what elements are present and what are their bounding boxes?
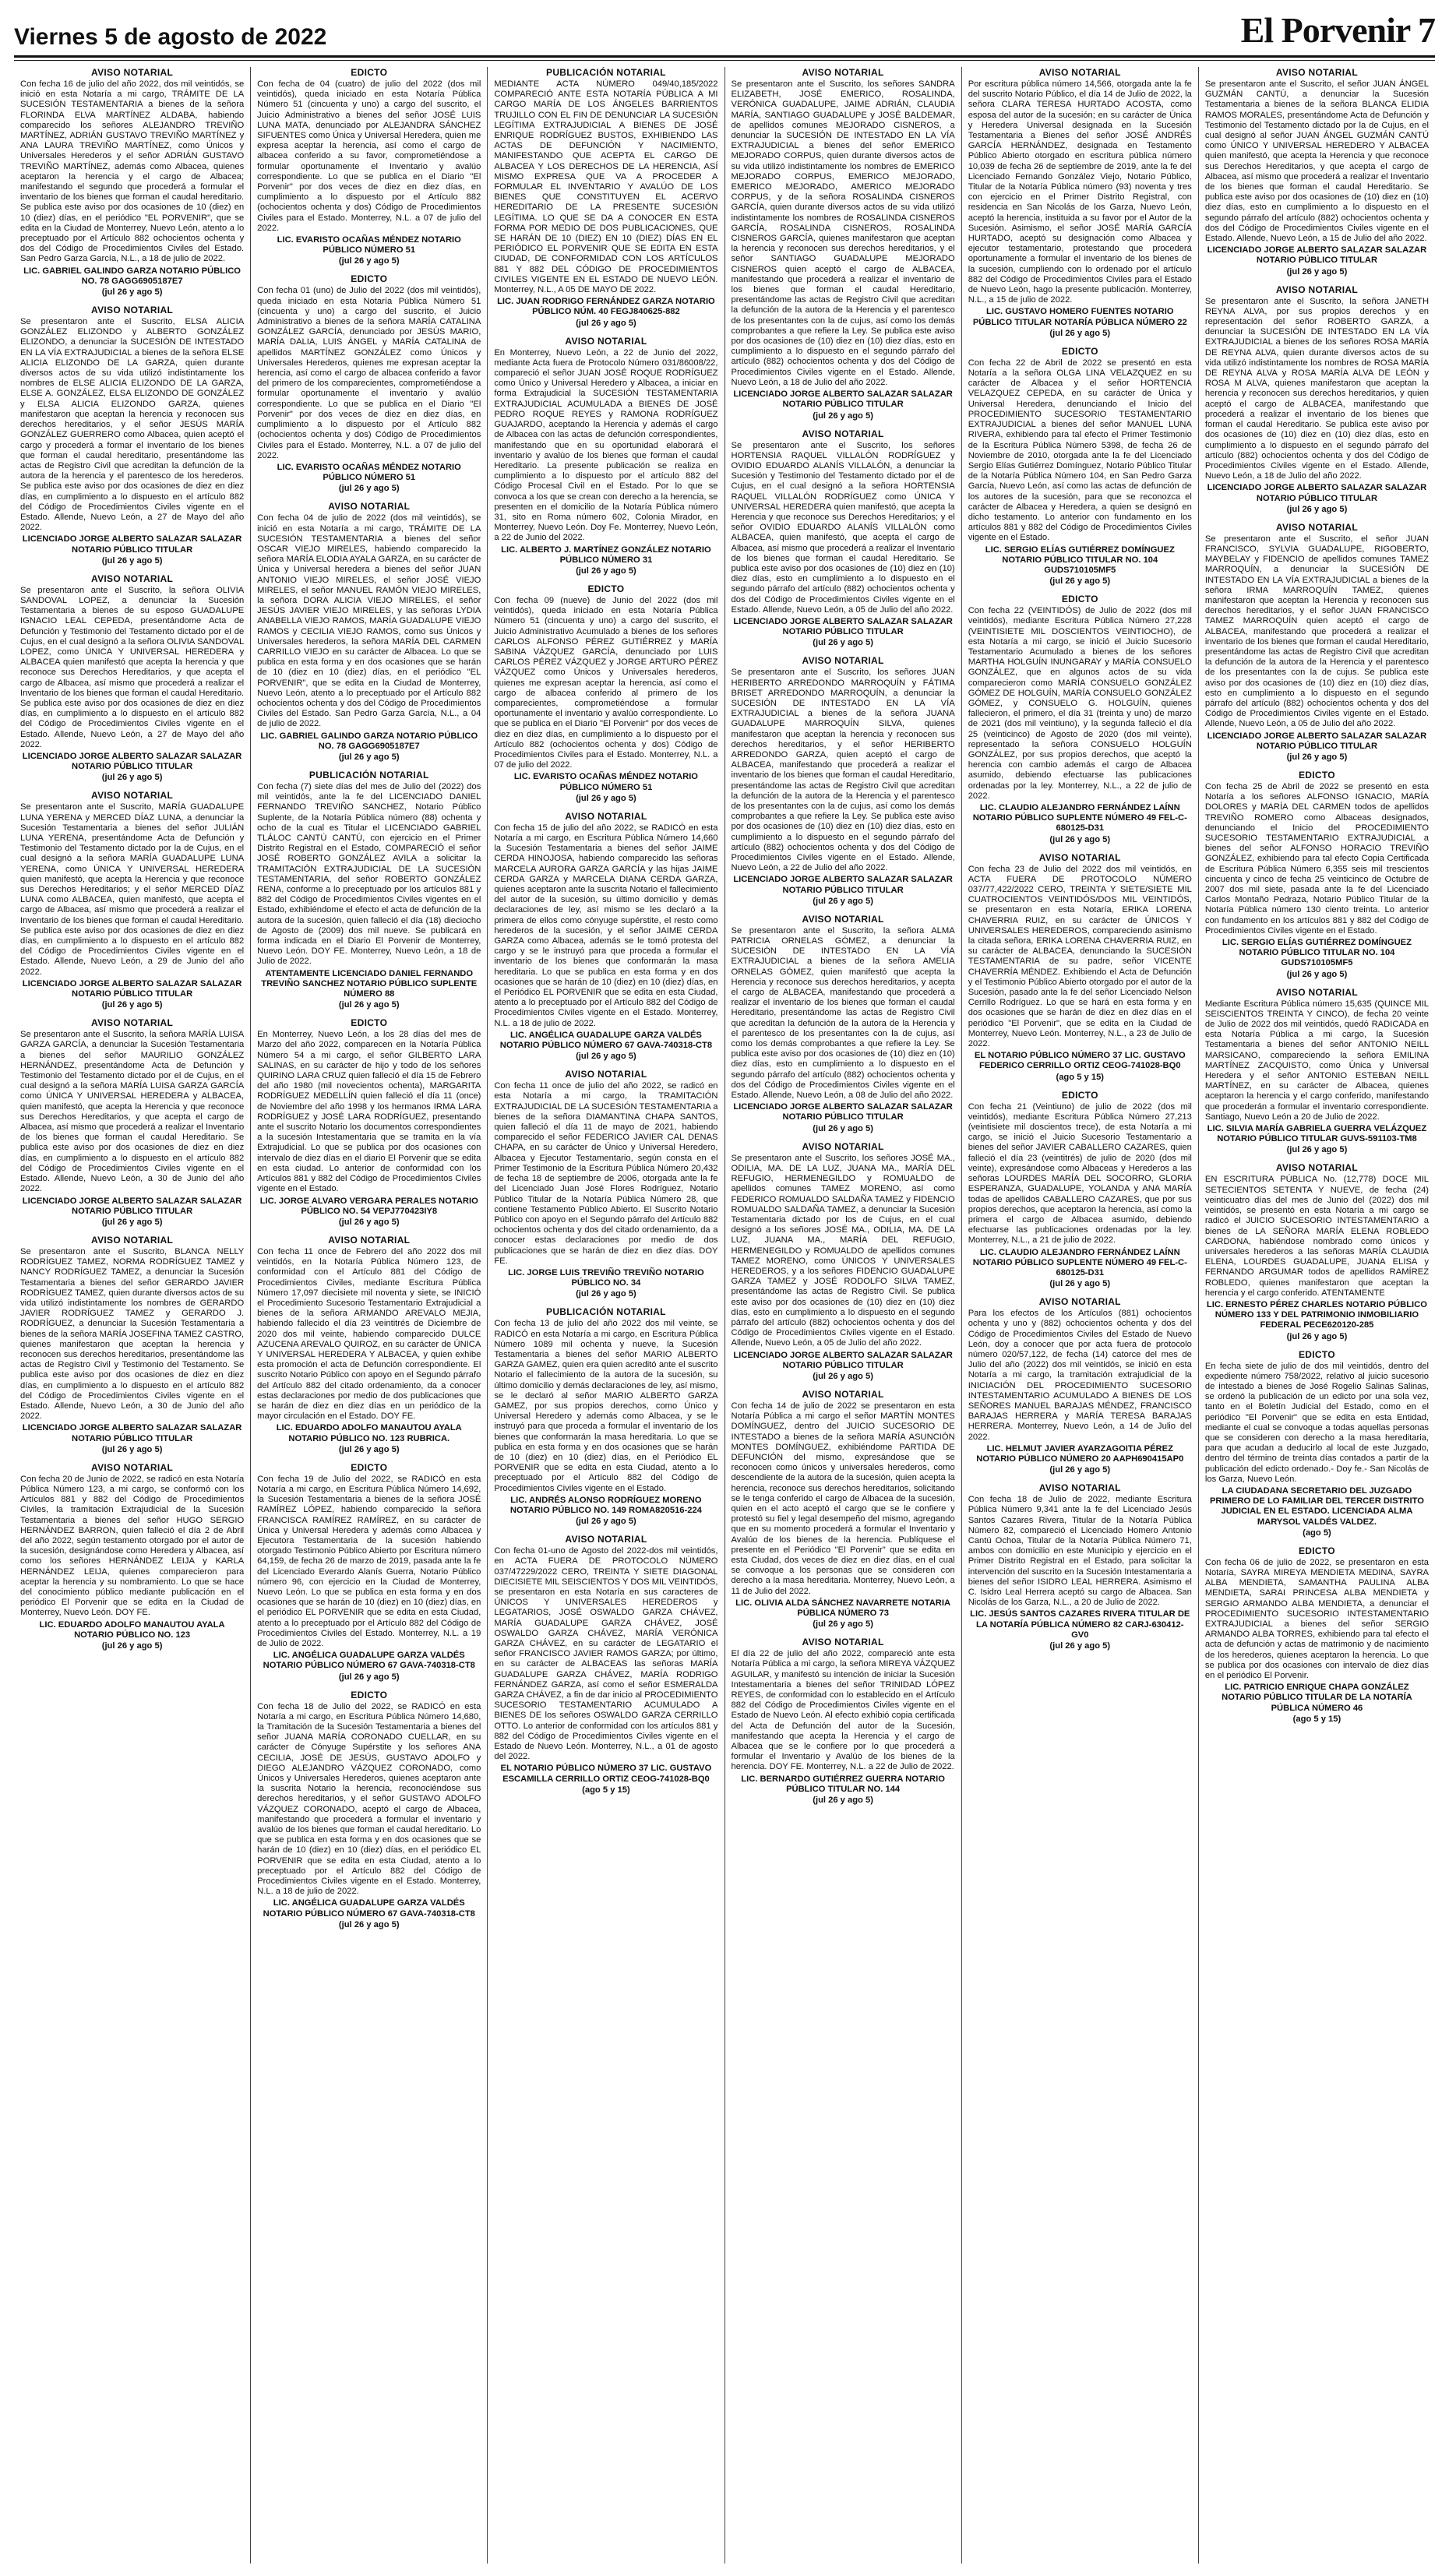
notice-publication-dates: (jul 26 y ago 5) bbox=[1286, 504, 1348, 514]
notice-publication-dates: (jul 26 y ago 5) bbox=[1049, 834, 1111, 844]
notice-body: Se presentaron ante el Suscrito, la señora OLIVIA SANDOVAL LOPEZ, a denunciar la Sucesión Testamentaria a bienes de su esposo GUADALUPE IGNACIO LEAL CEPEDA, presentándome Acta de Defunción y Testimonio del Testamento dictado por el de Cujus, en el cual designó a la señora OLIVIA SANDOVAL LOPEZ, como ÚNICA Y UNIVERSAL HEREDERA y ALBACEA quien manifestó que acepta la herencia y que reconoce sus Derechos Hereditarios, y que acepta el cargo de Albacea, así mismo que procederá a realizar el Inventario de los bienes que forman el caudal Hereditario. Se publica este aviso por dos ocasiones de diez en diez días, en cumplimiento a lo dispuesto en el artículo 882 del Código de Procedimientos Civiles vigente en el Estado. Allende, Nuevo León, a 27 de Mayo del año 2022. bbox=[20, 585, 245, 749]
notice-body: Se presentaron ante el Suscrito, los señores HORTENSIA RAQUEL VILLALÓN RODRÍGUEZ y OVIDIO EDUARDO ALANÍS VILLALÓN, a denunciar la Sucesión y Testimonio del Testamento dictado por el de Cujus, en el cual designó a la señora HORTENSIA RAQUEL VILLALÓN RODRÍGUEZ como ÚNICA Y UNIVERSAL HEREDERA quien manifestó, que acepta la Herencia y que reconoce sus Derechos Hereditarios; y el señor OVIDIO EDUARDO ALANÍS VILLALÓN como ALBACEA, quien manifestó, que acepta el cargo de Albacea, así mismo que procederá a realizar el Inventario de los bienes que forman el caudal Hereditario. Se publica este aviso por dos ocasiones de (10) diez en (10) diez días, esto en cumplimiento a lo dispuesto en el segundo párrafo del artículo (882) ochocientos ochenta y dos del Código de Procedimientos Civiles vigente en el Estado. Allende, Nuevo León, a 05 de Julio del año 2022. bbox=[731, 440, 955, 615]
notice-body: Con fecha 23 de Julio del 2022 dos mil veintidós, en ACTA FUERA DE PROTOCOLO NÚMERO 037/77,422/2022 CERO, TREINTA Y SIETE/SIETE MIL CUATROCIENTOS VEINTIDÓS/DOS MIL VEINTIDÓS, se presentaron en esta Notaría, ERIKA LORENA CHAVERRIA RUIZ, en su carácter de ÚNICOS Y UNIVERSALES HEREDEROS, compareciendo asimismo la citada señora, ERIKA LORENA CHAVERRIA RUIZ, en su carácter de ALBACEA, denunciando la SUCESIÓN TESTAMENTARIA de su padre, señor VICENTE CHAVERRÍA MÉNDEZ. Exhibiendo el Acta de Defunción y el Testimonio Público Abierto otorgado por el autor de la Sucesión, pasado ante la fe del señor Licenciado Nelson Cerrillo Rodríguez. Lo que se hará en esta forma y en dos ocasiones que se harán de diez en diez días en el periódico "El Porvenir", que se edita en la Ciudad de Monterrey, Nuevo León. Monterrey, N.L., a 23 de Julio de 2022. bbox=[968, 864, 1192, 1049]
masthead-rule bbox=[14, 60, 1435, 61]
notice-signature: LICENCIADO JORGE ALBERTO SALAZAR SALAZAR NOTARIO PÚBLICO TITULAR bbox=[733, 1350, 953, 1370]
notice-body: Con fecha 06 de julio de 2022, se presentaron en esta Notaría, SAYRA MIREYA MENDIETA MEDINA, SAYRA ALBA MENDIETA, SAMANTHA PAULINA ALBA MENDIETA, SARAI PRINCESA ALBA MENDIETA y SERGIO ARMANDO ALBA MENDIETA, a denunciar el PROCEDIMIENTO SUCESORIO INTESTAMENTARIO EXTRAJUDICIAL a bienes del señor SERGIO ARMANDO ALBA TORRES, exhibiendo para tal efecto el acta de defunción y actas de matrimonio y de nacimiento de los herederos, quienes aceptaron la herencia. Lo que se publica por dos ocasiones con intervalo de diez días en el periódico El Porvenir. bbox=[1204, 1557, 1430, 1681]
notice-signature: LICENCIADO JORGE ALBERTO SALAZAR SALAZAR NOTARIO PÚBLICO TITULAR bbox=[733, 389, 953, 410]
legal-notice bbox=[968, 1090, 1192, 1288]
notice-body: Con fecha 11 once de Febrero del año 2022 dos mil veintidós, en la Notaría Pública Número 123, de conformidad con el Artículo 881 del Código de Procedimientos Civiles, mediante Escritura Pública Número 17,097 diecisiete mil noventa y siete, se INICIÓ el Procedimiento Sucesorio Testamentario Extrajudicial a bienes de la señora ARMANDO AREVALO MEJIA, habiendo fallecido el día 23 veintitrés de Diciembre de 2020 dos mil veinte, habiendo comparecido DULCE AZUCENA AREVALO QUIROZ, en su carácter de ÚNICA Y UNIVERSAL HEREDERA Y ALBACEA, y quien exhibe esta promoción el acta de Defunción correspondiente. El suscrito Notario Público con apoyo en el Segundo párrafo del Artículo 882 del citado ordenamiento, da a conocer estas declaraciones por medio de dos publicaciones que se harán de diez en diez días en un periódico de la mayor circulación en el Estado. DOY FE. bbox=[257, 1246, 481, 1422]
notice-title: AVISO NOTARIAL bbox=[91, 790, 174, 802]
legal-notice bbox=[494, 336, 717, 576]
notice-publication-dates: (ago 5) bbox=[1303, 1528, 1331, 1538]
legal-notice bbox=[1205, 67, 1429, 277]
notice-title: EDICTO bbox=[1061, 594, 1098, 605]
legal-notice bbox=[1205, 522, 1429, 762]
notice-signature: LIC. ANGÉLICA GUADALUPE GARZA VALDÉS NOTARIO PÚBLICO NÚMERO 67 GAVA-740318-CT8 bbox=[263, 1898, 475, 1919]
notice-publication-dates: (jul 26 y ago 5) bbox=[101, 1000, 163, 1010]
notice-body: En Monterrey, Nuevo León, a los 28 días del mes de Marzo del año 2022, comparecen en la Notaría Pública Número 54 a mi cargo, el señor GILBERTO LARA SALINAS, en su carácter de hijo y todo de los señores QUIRINO LARA CRUZ quien falleció el día 15 de Febrero del año 1980 (mil novecientos ochenta), MARGARITA RODRÍGUEZ MEDELLÍN quien falleció el día 11 (once) de Noviembre del año 1998 y los hermanos IRMA LARA RODRÍGUEZ y JOSÉ LARA RODRÍGUEZ, presentando ante el suscrito Notario los documentos correspondientes a la sucesión Intestamentaria que se tramita en la vía Extrajudicial. Lo que se publica por dos ocasiones con intervalo de diez días en el diario El Porvenir que se edita en esta ciudad. Lo anterior de conformidad con los Artículos 881 y 882 del Código de Procedimientos Civiles vigente en el Estado. bbox=[257, 1030, 481, 1194]
notice-signature: LICENCIADO JORGE ALBERTO SALAZAR SALAZAR NOTARIO PÚBLICO TITULAR bbox=[733, 616, 953, 637]
legal-notice bbox=[968, 1482, 1192, 1651]
notice-title: AVISO NOTARIAL bbox=[565, 1069, 647, 1080]
legal-notice bbox=[257, 501, 481, 762]
notice-body: En fecha siete de julio de dos mil veintidós, dentro del expediente número 758/2022, relativo al juicio sucesorio de intestado a bienes de José Rogelio Salinas Salinas, se ordenó la publicación de un edicto por una sola vez, tanto en el Boletín Judicial del Estado, como en el periódico "El Porvenir" que se edita en esta Entidad, mediante el cual se convoque a todas aquellas personas que se consideren con derecho a la masa hereditaria, para que acudan a deducirlo al local de este Juzgado, dentro del término de treinta días contados a partir de la publicación del edicto ordenado.- Doy fe.- San Nicolás de los Garza, Nuevo León. bbox=[1204, 1361, 1430, 1484]
legal-notice bbox=[732, 655, 955, 905]
notice-signature: LIC. CLAUDIO ALEJANDRO FERNÁNDEZ LAÍNN NOTARIO PÚBLICO SUPLENTE NÚMERO 49 FEL-C-680125-D31 bbox=[972, 1247, 1187, 1277]
notice-publication-dates: (jul 26 y ago 5) bbox=[576, 793, 636, 803]
notice-title: AVISO NOTARIAL bbox=[91, 1017, 174, 1029]
notice-title: EDICTO bbox=[1061, 1089, 1098, 1101]
notice-body: Con fecha 22 de Abril de 2022 se presentó en esta Notaría a la señora OLGA LINA VELAZQUEZ en su carácter de Albacea y el señor HORTENCIA VELAZQUEZ CEPEDA, en su carácter de Única y Universal Heredera, denunciando el Inicio del PROCEDIMIENTO SUCESORIO TESTAMENTARIO EXTRAJUDICIAL a bienes del señor MANUEL LUNA RIVERA, exhibiendo para tal efecto el Primer Testimonio de la Escritura Pública Número 5398, de fecha 26 de Noviembre de 2010, otorgada ante la fe del Licenciado Sergio Elías Gutiérrez Domínguez, Notario Público Titular de la Notaría Pública Número 104, en San Pedro Garza García, Nuevo León, así como las actas de defunción de los autores de la sucesión, para que se reconozca el carácter de Albacea y Heredera, a quien se designó en dicho testamento. Lo anterior con fundamento en los artículos 881 y 882 del Código de Procedimientos Civiles vigente en el Estado. bbox=[968, 358, 1192, 543]
notice-title: AVISO NOTARIAL bbox=[802, 67, 884, 78]
notice-title: AVISO NOTARIAL bbox=[802, 1140, 884, 1152]
notice-body: Con fecha 04 de julio de 2022 (dos mil veintidós), se inició en esta Notaría a mi cargo, TRÁMITE DE LA SUCESIÓN TESTAMENTARIA a bienes del señor OSCAR VIEJO MIRELES, habiendo comparecido la señora MARÍA ELODIA AYALA GARZA, en su carácter de Única y Universal heredera a bienes del señor JUAN ANTONIO VIEJO MIRELES, el señor JOSÉ VIEJO MIRELES, el señor MANUEL RAMÓN VIEJO MIRELES, la señora DORA ALICIA VIEJO MIRELES, el señor JESÚS JAVIER VIEJO MIRELES, y las señoras LYDIA ANABELLA VIEJO RAMOS, MARÍA GUADALUPE VIEJO RAMOS y CECILIA VIEJO RAMOS, como sus Únicos y Universales herederos, la señora MARÍA DEL CARMEN CARRILLO VIEJO en su carácter de Albacea. Lo que se publica en esta forma y en dos ocasiones que se harán de 10 (diez en 10 (diez) días, en el periódico "EL PORVENIR", que se edita en la Ciudad de Monterrey, Nuevo León, atento a lo preceptuado por el Artículo 882 ochocientos ochenta y dos del Código de Procedimientos Civiles del Estado. San Pedro Garza García, N.L., a 04 de julio de 2022. bbox=[257, 513, 481, 729]
notice-body: Con fecha (7) siete días del mes de Julio del (2022) dos mil veintidós, ante la fe del LICENCIADO DANIEL FERNANDO TREVIÑO SANCHEZ, Notario Público Suplente, de la Notaría Pública número (88) ochenta y ocho de la cual es Titular el LICENCIADO GABRIEL TLÁLOC CANTÚ CANTÚ, con ejercicio en el Primer Distrito Registral en el Estado, COMPARECIÓ el señor JOSÉ ROBERTO GONZÁLEZ AVILA a solicitar la TRAMITACIÓN EXTRAJUDICIAL DE LA SUCESIÓN TESTAMENTARIA, del señor ROBERTO GONZÁLEZ RENA, conforme a lo preceptuado por los artículos 881 y 882 del Código de Procedimientos Civiles vigentes en el Estado, exhibiéndome el efecto el acta de defunción de la autora de la sucesión, quien falleció el día (18) dieciocho de Agosto de (2009) dos mil nueve. Se publicará en forma indicada en el Diario El Porvenir de Monterrey, Nuevo León. DOY FE. Monterrey, Nuevo León, a 18 de Julio de 2022. bbox=[257, 781, 481, 967]
legal-notice bbox=[257, 1462, 481, 1682]
notice-title: PUBLICACIÓN NOTARIAL bbox=[546, 67, 666, 78]
notice-body: Con fecha de 04 (cuatro) de julio del 2022 (dos mil veintidós), queda iniciado en esta Notaría Pública Número 51 (cincuenta y uno) a cargo del suscrito, el Juicio Administrativo a bienes del señor JOSÉ LUIS LUNA MATA, denunciado por ALEJANDRA SÁNCHEZ SIFUENTES como Única y Universal Heredera, quien me expresa aceptar la herencia, así como el cargo de albacea conferido a su favor, comprometiéndose a formular oportunamente el Inventario y avalúo correspondiente. Lo que se publica en el Diario "El Porvenir" por dos veces de diez en diez días, en cumplimiento a lo dispuesto por el Artículo 882 (ochocientos ochenta y dos) Código de Procedimientos Civiles para el Estado. Monterrey, N.L. a 07 de julio del 2022. bbox=[257, 79, 481, 233]
notice-publication-dates: (jul 26 y ago 5) bbox=[338, 1672, 400, 1682]
notice-publication-dates: (jul 26 y ago 5) bbox=[338, 1919, 400, 1929]
legal-notice bbox=[732, 1389, 955, 1629]
notice-publication-dates: (ago 5 y 15) bbox=[1292, 1714, 1341, 1724]
notice-publication-dates: (jul 26 y ago 5) bbox=[1049, 1641, 1111, 1651]
notice-title: AVISO NOTARIAL bbox=[1038, 1296, 1121, 1308]
notice-title: EDICTO bbox=[1298, 769, 1335, 781]
notice-title: EDICTO bbox=[351, 1689, 388, 1700]
notice-signature: ATENTAMENTE LICENCIADO DANIEL FERNANDO TREVIÑO SANCHEZ NOTARIO PÚBLICO SUPLENTE NÚMERO 88 bbox=[261, 968, 478, 999]
notice-publication-dates: (jul 26 y ago 5) bbox=[576, 1517, 636, 1527]
column-6 bbox=[1199, 67, 1435, 2564]
notice-signature: LIC. ANGÉLICA GUADALUPE GARZA VALDÉS NOTARIO PÚBLICO NÚMERO 67 GAVA-740318-CT8 bbox=[263, 1651, 475, 1671]
notice-publication-dates: (jul 26 y ago 5) bbox=[1286, 969, 1348, 979]
legal-notice bbox=[1205, 1162, 1429, 1341]
notice-title: EDICTO bbox=[351, 1017, 388, 1029]
notice-publication-dates: (ago 5 y 15) bbox=[1056, 1072, 1105, 1082]
notice-title: AVISO NOTARIAL bbox=[91, 573, 174, 584]
notice-publication-dates: (jul 26 y ago 5) bbox=[813, 1371, 873, 1381]
notice-body: Con fecha 25 de Abril de 2022 se presentó en esta Notaría a los señores ALFONSO IGNACIO, MARÍA DOLORES y MARÍA DEL CARMEN todos de apellidos TREVIÑO ROMERO como Albaceas designados, denunciando el Inicio del PROCEDIMIENTO SUCESORIO TESTAMENTARIO EXTRAJUDICIAL a bienes del señor ALFONSO HORACIO TREVIÑO GONZÁLEZ, exhibiendo para tal efecto Copia Certificada de Escritura Pública Número 6,355 seis mil trescientos cincuenta y cinco de fecha 25 veinticinco de Octubre de 2007 dos mil siete, pasada ante la fe del Licenciado Carlos Montaño Pedraza, Notario Público Titular de la Notaría Pública número 130 ciento treinta. Lo anterior con fundamento en los artículos 881 y 882 del Código de Procedimientos Civiles vigente en el Estado. bbox=[1204, 781, 1430, 936]
column-1 bbox=[14, 67, 251, 2564]
notice-title: EDICTO bbox=[351, 1461, 388, 1473]
notice-body: Se presentaron ante el Suscrito, los señores JOSÉ MA., ODILIA, MA. DE LA LUZ, JUANA MA., MARÍA DEL REFUGIO, HERMENEGILDO y ROMUALDO de apellidos comunes TAMEZ MORENO, así como FEDERICO ROMUALDO SALDAÑA TAMEZ y FIDENCIO ROMUALDO SALDAÑA TAMEZ, a denunciar la Sucesión Testamentaria dictado por los de Cujus, en el cual designó a los señores JOSÉ MA., ODILIA, MA. DE LA LUZ, JUANA MA., MARÍA DEL REFUGIO, HERMENEGILDO y ROMUALDO de apellidos comunes TAMEZ MORENO, como ÚNICOS Y UNIVERSALES HEREDEROS, y a los señores FIDENCIO GUADALUPE GARZA TAMEZ y JOSÉ RODOLFO SILVA TAMEZ, presentándome las actas de Registro Civil. Se publica este aviso por dos ocasiones de (10) diez en (10) diez días, esto en cumplimiento a lo dispuesto en el segundo párrafo del artículo (882) ochocientos ochenta y dos del Código de Procedimientos Civiles vigente en el Estado. Allende, Nuevo León, a 05 de Julio del año 2022. bbox=[731, 1153, 955, 1348]
issue-date: Viernes 5 de agosto de 2022 bbox=[14, 24, 327, 50]
page-number: 7 bbox=[1418, 10, 1435, 50]
notice-publication-dates: (jul 26 y ago 5) bbox=[101, 1217, 163, 1227]
legal-notice bbox=[494, 1069, 717, 1299]
notice-publication-dates: (jul 26 y ago 5) bbox=[813, 1795, 873, 1806]
legal-notice bbox=[257, 67, 481, 266]
notice-title: AVISO NOTARIAL bbox=[91, 305, 174, 316]
notice-body: Con fecha 18 de Julio del 2022, se RADICÓ en esta Notaría a mi cargo, en Escritura Pública Número 14,680, la Tramitación de la Sucesión Testamentaria a bienes del señor JUANA MARÍA CORONADO CUELLAR, en su carácter de Cónyuge Supérstite y los señores ANA CECILIA, JOSÉ DE JESÚS, GUSTAVO ADOLFO y DIEGO ALEJANDRO VÁZQUEZ CORONADO, como Únicos y Universales Herederos, quienes aceptaron ante la suscrita Notario la herencia, reconociéndose sus derechos hereditarios, y el señor GUSTAVO ADOLFO VÁZQUEZ CORONADO, aceptó el cargo de Albacea, manifestando que procederá a formular el inventario y avalúo de los bienes que forman el caudal hereditario. Lo que se publica en esta forma y en dos ocasiones que se harán de 10 (diez) en 10 (diez) días, en el periódico EL PORVENIR que se edita en esta Ciudad, atento a lo preceptuado por el Artículo 882 del Código de Procedimientos Civiles vigente en el Estado. Monterrey, N.L. a 18 de julio de 2022. bbox=[257, 1701, 481, 1897]
notice-publication-dates: (jul 26 y ago 5) bbox=[338, 256, 400, 266]
notice-title: AVISO NOTARIAL bbox=[1038, 67, 1121, 78]
notice-title: AVISO NOTARIAL bbox=[1275, 284, 1358, 295]
legal-notice bbox=[732, 428, 955, 648]
notice-body: Con fecha 15 de julio del año 2022, se RADICÓ en esta Notaría a mi cargo, en Escritura Pública Número 14,660 la Sucesión Testamentaria a bienes del señor JAIME CERDA HINOJOSA, habiendo comparecido las señoras MARCELA AURORA GARZA GARCÍA y las hijas JAIME CERDA GARZA y MARCELA DIANA CERDA GARZA, quienes aceptaron ante la suscrita Notario el fallecimiento del autor de la sucesión, su último domicilio y demás declaraciones de ley, así mismo se les declaró a la primera de ellos como cónyuge supérstite, el resto como herederos de la sucesión, y el señor JAIME CERDA GARZA como Albacea, además se le tomó protesta del cargo y se le instruyó para que proceda a formular el inventario de los bienes que conformarán la masa hereditaria. Lo que se publica en esta forma y en dos ocasiones que se harán de 10 (diez) en 10 (diez) días, en el Periódico EL PORVENIR que se edita en esta Ciudad, atento a lo preceptuado por el Artículo 882 del Código de Procedimientos Civiles vigente en el Estado. Monterrey, N.L. a 18 de julio de 2022. bbox=[494, 823, 718, 1028]
notice-title: EDICTO bbox=[1061, 345, 1098, 357]
notice-signature: LICENCIADO JORGE ALBERTO SALAZAR SALAZAR NOTARIO PÚBLICO TITULAR bbox=[1207, 245, 1427, 266]
notice-signature: LIC. EVARISTO OCAÑAS MÉNDEZ NOTARIO PÚBLICO NÚMERO 51 bbox=[513, 772, 699, 792]
legal-notice bbox=[257, 1017, 481, 1227]
notice-publication-dates: (jul 26 y ago 5) bbox=[338, 1217, 400, 1227]
legal-notice bbox=[732, 1637, 955, 1805]
notice-body: Con fecha 20 de Junio de 2022, se radicó en esta Notaría Pública Número 123, a mi cargo, se conformó con los Artículos 881 y 882 del Código de Procedimientos Civiles, la tramitación Extrajudicial de la Sucesión Testamentaria a bienes del señor HUGO SERGIO HERNÁNDEZ BARRON, quien falleció el día 2 de Abril del año 2022, según testamento otorgado por el autor de la sucesión, designándose como Heredera y Albacea, así como los señores HERNÁNDEZ LEIJA y KARLA HERNÁNDEZ LEIJA, quienes comparecieron para aceptar la herencia y su nombramiento. Lo que se hace del conocimiento público mediante publicación en el periódico El Porvenir que se edita en la Ciudad de Monterrey, Nuevo León. DOY FE. bbox=[20, 1474, 245, 1618]
notice-signature: LICENCIADO JORGE ALBERTO SALAZAR SALAZAR NOTARIO PÚBLICO TITULAR bbox=[22, 1196, 242, 1216]
notice-body: En Monterrey, Nuevo León, a 22 de Junio del 2022, mediante Acta fuera de Protocolo Número 031/86008/22, compareció el señor JUAN JOSÉ ROQUE RODRÍGUEZ como Único y Universal Heredero y Albacea, a iniciar en forma Extrajudicial la SUCESIÓN TESTAMENTARIA EXTRAJUDICIAL ACUMULADA a BIENES DE JOSÉ PEDRO ROQUE REYES y RAMONA RODRÍGUEZ GUAJARDO, aceptando la Herencia y además el cargo de Albacea con las actas de defunción correspondientes, manifestando que en su oportunidad elaborará el inventario y avalúo de los bienes que forman el caudal Hereditario. La presente publicación se realiza en cumplimiento a lo dispuesto por el artículo 882 del Código Procesal Civil en el Estado. Por lo que se convoca a los que se crean con derecho a la herencia, se presenten en el domicilio de la Notaría Pública número 31, sito en Roma número 602, Colonia Mirador, en Monterrey, Nuevo León. Doy Fe. Monterrey, Nuevo León, a 22 de Junio del 2022. bbox=[494, 347, 718, 543]
notice-publication-dates: (jul 26 y ago 5) bbox=[1286, 1331, 1348, 1341]
notice-title: EDICTO bbox=[587, 583, 625, 594]
notice-title: AVISO NOTARIAL bbox=[91, 67, 174, 78]
notice-signature: LIC. JUAN RODRIGO FERNÁNDEZ GARZA NOTARIO PÚBLICO NÚM. 40 FEGJ840625-882 bbox=[497, 297, 715, 317]
notice-body: Con fecha 21 (Veintiuno) de julio de 2022 (dos mil veintidós), mediante Escritura Pública Número 27,213 (veintisiete mil doscientos trece), de esta Notaría a mi cargo, se inició el Juicio Sucesorio Testamentario a bienes del señor JAVIER CABALLERO CAZARES, quien falleció el día 23 (veintitrés) de julio de 2020 (dos mil veinte), expresándose como Albaceas y Herederos a las señoras LOURDES MARÍA DEL SOCORRO, GLORIA ESPERANZA, GUADALUPE, YOLANDA y ANA MARÍA todas de apellidos CABALLERO CAZARES, que por sus propios derechos, que aceptaron la herencia, así como la primera el cargo de Albacea asumido, debiendo efectuarse las publicaciones ordenadas por la ley. Monterrey, N.L., a 21 de julio de 2022. bbox=[968, 1101, 1192, 1246]
column-2 bbox=[251, 67, 488, 2564]
notice-body: Se presentaron ante el Suscrito, los señores JUAN HERIBERTO ARREDONDO MARROQUÍN y FÁTIMA BRISET ARREDONDO MARROQUÍN, a denunciar la SUCESIÓN DE INTESTADO EN LA VÍA EXTRAJUDICIAL a bienes de la señora JUANA GUADALUPE MARROQUÍN SILVA, quienes manifestaron que aceptan la herencia y reconocen sus derechos hereditarios, y el señor HERIBERTO ARREDONDO GARZA, quien aceptó el cargo de ALBACEA, manifestando que procederá a realizar el inventario de los bienes que forman el caudal Hereditario, presentándome las actas de Registro Civil que acreditan la defunción de la autora de la Herencia y el parentesco de los presentantes con la de cujus, así como los demás comprobantes a que refiere la Ley. Se publica este aviso por dos ocasiones de (10) diez en (10) diez días, esto en cumplimiento a lo dispuesto en el segundo párrafo del artículo (882) ochocientos ochenta y dos del Código de Procedimientos Civiles vigente en el Estado. Allende, Nuevo León, a 22 de Julio del año 2022. bbox=[731, 668, 955, 873]
notice-publication-dates: (jul 26 y ago 5) bbox=[1049, 328, 1111, 338]
legal-notice bbox=[968, 594, 1192, 844]
notice-signature: LIC. EDUARDO ADOLFO MANAUTOU AYALA NOTARIO PÚBLICO NO. 123 bbox=[39, 1619, 225, 1640]
notice-signature: LIC. GABRIEL GALINDO GARZA NOTARIO PÚBLICO NO. 78 GAGG6905187E7 bbox=[23, 266, 242, 286]
notice-signature: EL NOTARIO PÚBLICO NÚMERO 37 LIC. GUSTAVO FEDERICO CERRILLO ORTIZ CEOG-741028-BQ0 bbox=[974, 1051, 1186, 1071]
notice-body: Para los efectos de los Artículos (881) ochocientos ochenta y uno y (882) ochocientos ochenta y dos del Código de Procedimientos Civiles del Estado de Nuevo León, doy a conocer que por acta fuera de protocolo número 020/57,122, de fecha (14) catorce del mes de Julio del año (2022) dos mil veintidós, se inició en esta Notaría a mi cargo, la tramitación extrajudicial de la INICIACIÓN DEL PROCEDIMIENTO SUCESORIO INTESTAMENTARIO ACUMULADO A BIENES DE LOS SEÑORES MANUEL BARAJAS MÉNDEZ, FRANCISCO BARAJAS HERRERA y MARÍA TERESA BARAJAS HERRERA. Monterrey, Nuevo León, a 14 de Julio del 2022. bbox=[968, 1309, 1192, 1442]
notice-body: Mediante Escritura Pública número 15,635 (QUINCE MIL SEISCIENTOS TREINTA Y CINCO), de fecha 20 veinte de Julio de 2022 dos mil veintidós, quedó RADICADA en esta Notaría Pública a mi cargo, la Sucesión Testamentaria a bienes del señor ANTONIO NEILL MARSICANO, compareciendo la señora EMILINA MARTÍNEZ ZACQUISTO, como Única y Universal Heredera y el señor ANTONIO ESTEBAN NEILL MARTÍNEZ, en su carácter de Albacea, quienes aceptaron la herencia y el cargo conferido, manifestando que procederán a formular el inventario correspondiente. Santiago, Nuevo León a 20 de Julio de 2022. bbox=[1204, 999, 1430, 1122]
notice-signature: LIC. ALBERTO J. MARTÍNEZ GONZÁLEZ NOTARIO PÚBLICO NÚMERO 31 bbox=[501, 544, 711, 565]
notice-signature: LICENCIADO JORGE ALBERTO SALAZAR SALAZAR NOTARIO PÚBLICO TITULAR bbox=[1207, 483, 1427, 503]
legal-notice bbox=[732, 67, 955, 421]
legal-notice bbox=[494, 1306, 717, 1526]
notice-body: Se presentaron ante el Suscrito, los señores SANDRA ELIZABETH, JOSÉ EMERICO, ROSALINDA, VERÓNICA GUADALUPE, JAIME ADRIÁN, CLAUDIA MARÍA, SANTIAGO GUADALUPE y JOSÉ BALDEMAR, de apellidos comunes MEJORADO CISNEROS, a denunciar la SUCESIÓN DE INTESTADO EN LA VÍA EXTRAJUDICIAL a bienes del señor EMERICO MEJORADO CORPUS, quien durante diversos actos de su vida utilizó indistintamente los nombres de EMERICO MEJORADO CORPUS, EMERICO MEJORADO, EMERICO MEJORADO, AMERICO MEJORADO CORPUS, y de la señora ROSALINDA CISNEROS GARCÍA, quien durante diversos actos de su vida utilizó indistintamente los nombres de ROSALINDA CISNEROS GARCÍA, ROSALINDA CISNEROS, ROSALINDA CISNEROS GARCÍA, quienes manifestaron que aceptan la herencia y reconocen sus derechos hereditarios, y el señor SANTIAGO GUADALUPE MEJORADO CISNEROS quien aceptó el cargo de ALBACEA, manifestando que procederá a realizar el inventario de los bienes que forman el caudal Hereditario, presentándome las actas de Registro Civil que acreditan la defunción de la autora de la Herencia y el parentesco de los presentantes con la de cujus, así como los demás comprobantes a que refiere la Ley. Se publica este aviso por dos ocasiones de (10) diez en (10) diez días, esto en cumplimiento a lo dispuesto en el segundo párrafo del artículo (882) ochocientos ochenta y dos del Código de Procedimientos Civiles vigente en el Estado. Allende, Nuevo León, a 18 de Julio del año 2022. bbox=[731, 79, 955, 387]
legal-notice bbox=[257, 273, 481, 493]
legal-notice bbox=[494, 67, 717, 328]
notice-publication-dates: (jul 26 y ago 5) bbox=[576, 318, 636, 328]
notice-title: AVISO NOTARIAL bbox=[1275, 986, 1358, 998]
notice-body: Se presentaron ante el Suscrito, la señora ALMA PATRICIA ORNELAS GÓMEZ, a denunciar la SUCESIÓN DE INTESTADO EN LA VÍA EXTRAJUDICIAL a bienes de la señora AMELIA ORNELAS GÓMEZ, quien manifestó que acepta la Herencia y reconoce sus derechos hereditarios, y acepta el cargo de ALBACEA, manifestando que procederá a realizar el inventario de los bienes que forman el caudal Hereditario, presentándome las actas de Registro Civil que acreditan la defunción de la autora de la Herencia y el parentesco de los presentantes con la de cujus, así como los demás comprobantes a que refiere la Ley. Se publica este aviso por dos ocasiones de (10) diez en (10) diez días, esto en cumplimiento a lo dispuesto en el segundo párrafo del artículo (882) ochocientos ochenta y dos del Código de Procedimientos Civiles vigente en el Estado. Allende, Nuevo León, a 08 de Julio del año 2022. bbox=[731, 925, 955, 1101]
notice-signature: LIC. HELMUT JAVIER AYARZAGOITIA PÉREZ NOTARIO PÚBLICO NÚMERO 20 AAPH690415AP0 bbox=[976, 1443, 1184, 1464]
legal-notice bbox=[257, 1235, 481, 1454]
column-3 bbox=[488, 67, 724, 2564]
notice-title: AVISO NOTARIAL bbox=[91, 1461, 174, 1473]
notice-publication-dates: (jul 26 y ago 5) bbox=[101, 555, 163, 566]
notice-signature: LIC. EVARISTO OCAÑAS MÉNDEZ NOTARIO PÚBLICO NÚMERO 51 bbox=[277, 235, 461, 255]
notice-publication-dates: (ago 5 y 15) bbox=[582, 1785, 630, 1795]
notice-body: Se presentaron ante el Suscrito, la señora JANETH REYNA ALVA, por sus propios derechos y en representación del señor ROBERTO GARZA, a denunciar la SUCESIÓN DE INTESTADO EN LA VÍA EXTRAJUDICIAL a bienes de los señores ROSA MARÍA DE REYNA ALVA, quien durante diversos actos de su vida utilizó indistintamente los nombres de ROSA MARÍA DE REYNA ALVA y ROSA MARÍA ALVA DE LEÓN y ROSA M ALVA, quienes manifestaron que aceptan la herencia y reconocen sus derechos hereditarios, y quien aceptó el cargo de ALBACEA, manifestando que procederá a realizar el inventario de los bienes que forman el caudal Hereditario. Se publica este aviso por dos ocasiones de (10) diez en (10) diez días, esto en cumplimiento a lo dispuesto en el segundo párrafo del artículo (882) ochocientos ochenta y dos del Código de Procedimientos Civiles vigente en el Estado. Allende, Nuevo León, a 18 de Julio del año 2022. bbox=[1204, 296, 1430, 481]
notice-publication-dates: (jul 26 y ago 5) bbox=[338, 1444, 400, 1454]
notice-publication-dates: (jul 26 y ago 5) bbox=[101, 287, 163, 298]
notice-publication-dates: (jul 26 y ago 5) bbox=[338, 1000, 400, 1010]
notice-signature: LIC. ERNESTO PÉREZ CHARLES NOTARIO PÚBLICO NÚMERO 133 Y DEL PATRIMONIO INMOBILIARIO FEDERAL PECE620120-285 bbox=[1206, 1299, 1427, 1330]
notice-columns bbox=[14, 67, 1435, 2564]
legal-notice bbox=[20, 573, 244, 783]
legal-notice bbox=[20, 1462, 244, 1651]
notice-signature: LICENCIADO JORGE ALBERTO SALAZAR SALAZAR NOTARIO PÚBLICO TITULAR bbox=[733, 875, 953, 895]
notice-body: Se presentaron ante el Suscrito, ELSA ALICIA GONZÁLEZ ELIZONDO y ALBERTO GONZÁLEZ ELIZONDO, a denunciar la SUCESIÓN DE INTESTADO EN LA VÍA EXTRAJUDICIAL a bienes de la señora ELSE ALICIA ELIZONDO DE LA GARZA, quien durante diversos actos de su vida utilizó indistintamente los nombres de ELSE ALICIA ELIZONDO DE LA GARZA, ELSE A. GONZÁLEZ, ELSA ELIZONDO DE GONZÁLEZ y ELSA ALICIA ELIZONDO GARZA, quienes manifestaron que aceptan la herencia y reconocen sus derechos hereditarios, y el señor JESÚS MARÍA GONZÁLEZ GUERRERO como Albacea, quien aceptó el cargo y procederá a formar el inventario de los bienes que forman el caudal hereditario, presentándome las actas de Registro Civil que acreditan la defunción de la autora de la herencia y el parentesco de los herederos. Se publica este aviso por dos ocasiones de diez en diez días, en cumplimiento a lo dispuesto en el artículo 882 del Código de Procedimientos Civiles vigente en el Estado. Allende, Nuevo León, a 27 de Mayo del año 2022. bbox=[20, 317, 245, 533]
notice-publication-dates: (jul 26 y ago 5) bbox=[101, 1641, 163, 1651]
notice-signature: LICENCIADO JORGE ALBERTO SALAZAR SALAZAR NOTARIO PÚBLICO TITULAR bbox=[22, 1423, 242, 1443]
notice-signature: EL NOTARIO PÚBLICO NÚMERO 37 LIC. GUSTAVO ESCAMILLA CERRILLO ORTIZ CEOG-741028-BQ0 bbox=[500, 1764, 712, 1784]
notice-signature: LIC. ANGÉLICA GUADALUPE GARZA VALDÉS NOTARIO PÚBLICO NÚMERO 67 GAVA-740318-CT8 bbox=[499, 1030, 713, 1051]
notice-publication-dates: (jul 26 y ago 5) bbox=[576, 1052, 636, 1062]
legal-notice bbox=[968, 67, 1192, 338]
notice-title: AVISO NOTARIAL bbox=[1038, 851, 1121, 863]
notice-body: Con fecha 16 de julio del año 2022, dos mil veintidós, se inició en esta Notaría a mi cargo, TRÁMITE DE LA SUCESIÓN TESTAMENTARIA a bienes de la señora FLORINDA ELVA MARTÍNEZ ALDABA, habiendo comparecido los señores ALEJANDRO TREVIÑO MARTÍNEZ, ADRIÁN GUSTAVO TREVIÑO MARTÍNEZ y ANA LAURA TREVIÑO MARTÍNEZ, como Únicos y Universales Herederos y el señor ADRIÁN GUSTAVO TREVIÑO MARTÍNEZ, además como Albacea, quienes aceptaron la herencia y el cargo de Albacea; manifestando el segundo que procederá a formular el inventario de los bienes que forman el caudal hereditario. Se publica este aviso por dos ocasiones de 10 (diez) en 10 (diez) días, en el periódico "EL PORVENIR", que se edita en la Ciudad de Monterrey, Nuevo León, atento a lo preceptuado por el Artículo 882 ochocientos ochenta y dos del Código de Procedimientos Civiles del Estado. San Pedro Garza García, N.L., a 18 de julio de 2022. bbox=[20, 79, 245, 264]
legal-notice bbox=[1205, 1349, 1429, 1538]
notice-signature: LICENCIADO JORGE ALBERTO SALAZAR SALAZAR NOTARIO PÚBLICO TITULAR bbox=[733, 1102, 953, 1122]
legal-notice bbox=[968, 1296, 1192, 1475]
legal-notice bbox=[1205, 987, 1429, 1155]
legal-notice bbox=[20, 1017, 244, 1227]
notice-title: AVISO NOTARIAL bbox=[1275, 1162, 1358, 1174]
notice-publication-dates: (jul 26 y ago 5) bbox=[1049, 576, 1111, 587]
notice-signature: LIC. SERGIO ELÍAS GUTIÉRREZ DOMÍNGUEZ NOTARIO PÚBLICO TITULAR NO. 104 GUDS710105MF5 bbox=[985, 544, 1175, 575]
notice-body: Con fecha 13 de julio del año 2022 dos mil veinte, se RADICÓ en esta Notaría a mi cargo, en Escritura Pública Número 1089 mil ochenta y nueve, la Sucesión Testamentaria a bienes del señor MARIO ALBERTO GARZA GAMEZ, quien era quien acreditó ante el suscrito Notario el fallecimiento de la autora de la sucesión, su último domicilio y demás declaraciones de ley, así mismo, se le declaró al señor MARIO ALBERTO GARZA GAMEZ, por sus propios derechos, como Único y Universal Heredero y además como Albacea, y se le instruyó para que proceda a formular el inventario de los bienes que conformarán la masa hereditaria. Lo que se publica en esta forma y en dos ocasiones que se harán de 10 (diez) en 10 (diez) días, en el Periódico EL PORVENIR que se edita en esta Ciudad, atento a lo preceptuado por el Artículo 882 del Código de Procedimientos Civiles vigente en el Estado. bbox=[494, 1319, 718, 1493]
masthead bbox=[14, 11, 1435, 58]
legal-notice bbox=[494, 583, 717, 803]
legal-notice bbox=[257, 1690, 481, 1929]
notice-title: AVISO NOTARIAL bbox=[565, 810, 647, 822]
legal-notice bbox=[1205, 1545, 1429, 1724]
notice-title: AVISO NOTARIAL bbox=[328, 501, 411, 513]
notice-title: EDICTO bbox=[1298, 1348, 1335, 1360]
legal-notice bbox=[732, 1141, 955, 1381]
notice-signature: LICENCIADO JORGE ALBERTO SALAZAR SALAZAR NOTARIO PÚBLICO TITULAR bbox=[22, 534, 242, 555]
notice-title: EDICTO bbox=[351, 273, 388, 285]
notice-body: Se presentaron ante el Suscrito, el señor JUAN FRANCISCO, SYLVIA GUADALUPE, RIGOBERTO, MAYBELAY y FIDENCIO de apellidos comunes TAMEZ MARROQUÍN, a denunciar la SUCESIÓN DE INTESTADO EN LA VÍA EXTRAJUDICIAL a bienes de la señora IRMA MARROQUÍN TAMEZ, quienes manifestaron que aceptan la Herencia y reconocen sus derechos hereditarios, y el señor JUAN FRANCISCO TAMEZ MARROQUÍN quien aceptó el cargo de ALBACEA, manifestando que procederá a realizar el inventario de los bienes que forman el caudal Hereditario, presentándome las actas de Registro Civil que acreditan la defunción de la autora de la Herencia y el parentesco de los presentantes con la de cujus. Se publica este aviso por dos ocasiones de (10) diez en (10) diez días, esto en cumplimiento a lo dispuesto en el segundo párrafo del artículo (882) ochocientos ochenta y dos del Código de Procedimientos Civiles vigente en el Estado. Allende, Nuevo León, a 05 de Julio del año 2022. bbox=[1204, 534, 1430, 729]
notice-signature: LIC. JORGE ALVARO VERGARA PERALES NOTARIO PÚBLICO NO. 54 VEPJ770423IY8 bbox=[259, 1196, 478, 1216]
column-4 bbox=[725, 67, 962, 2564]
notice-signature: LIC. SERGIO ELÍAS GUTIÉRREZ DOMÍNGUEZ NOTARIO PÚBLICO TITULAR NO. 104 GUDS710105MF5 bbox=[1222, 938, 1412, 968]
notice-signature: LIC. SILVIA MARÍA GABRIELA GUERRA VELÁZQUEZ NOTARIO PÚBLICO TITULAR GUVS-591103-TM8 bbox=[1207, 1124, 1427, 1144]
notice-title: PUBLICACIÓN NOTARIAL bbox=[308, 769, 429, 781]
notice-title: AVISO NOTARIAL bbox=[565, 1534, 647, 1545]
notice-body: Con fecha 11 once de julio del año 2022, se radicó en esta Notaría a mi cargo, la TRAMITACIÓN EXTRAJUDICIAL DE LA SUCESIÓN TESTAMENTARIA a bienes de la señora DIAMANTINA CHAPA SANTOS, quien falleció el día 11 de mayo de 2021, habiendo comparecido el señor FEDERICO JAVIER CAL DENAS CHAPA, en su carácter de Único y Universal Heredero, Albacea y Ejecutor Testamentario, según consta en el Primer Testimonio de la Escritura Pública Número 20,432 de fecha 18 de septiembre de 2006, otorgada ante la fe del Licenciado Juan José Flores Rodríguez, Notario Público Titular de la Notaría Pública Número 28, que contiene Testamento Público Abierto. El Suscrito Notario Público con apoyo en el Segundo párrafo del Artículo 882 ochocientos ochenta y dos del citado ordenamiento, da a conocer estas declaraciones por medio de dos publicaciones que se harán de diez en diez días. DOY FE. bbox=[494, 1081, 718, 1266]
notice-signature: LICENCIADO JORGE ALBERTO SALAZAR SALAZAR NOTARIO PÚBLICO TITULAR bbox=[22, 751, 242, 772]
legal-notice bbox=[732, 914, 955, 1133]
notice-title: AVISO NOTARIAL bbox=[1275, 521, 1358, 533]
legal-notice bbox=[20, 305, 244, 566]
legal-notice bbox=[1205, 770, 1429, 979]
notice-signature: LIC. EVARISTO OCAÑAS MÉNDEZ NOTARIO PÚBLICO NÚMERO 51 bbox=[277, 462, 461, 483]
notice-title: AVISO NOTARIAL bbox=[91, 1234, 174, 1246]
notice-title: AVISO NOTARIAL bbox=[802, 1388, 884, 1400]
notice-publication-dates: (jul 26 y ago 5) bbox=[813, 638, 873, 648]
legal-notice bbox=[494, 1534, 717, 1795]
notice-signature: LIC. EDUARDO ADOLFO MANAUTOU AYALA NOTARIO PÚBLICO NO. 123 RUBRICA. bbox=[276, 1423, 462, 1443]
notice-body: Con fecha 22 (VEINTIDÓS) de Julio de 2022 (dos mil veintidós), mediante Escritura Pública Número 27,228 (VEINTISIETE MIL DOSCIENTOS VEINTIOCHO), de esta Notaría a mi cargo, se inició el Juicio Sucesorio Testamentario Acumulado a bienes de los señores MARTHA HOLGUÍN INUNGARAY y MARÍA CONSUELO GONZÁLEZ, que en algunos actos de su vida comparecieron como MARÍA CONSUELO GONZÁLEZ GÓMEZ DE HOLGUÍN, MARÍA CONSUELO GONZÁLEZ GÓMEZ, y CONSUELO G. HOLGUÍN, quienes fallecieron, el primero, el día 31 (treinta y uno) de marzo de 2021 (dos mil veintiuno), y la segunda falleció el día 25 (veinticinco) de Agosto de 2020 (dos mil veinte), representado la señora CONSUELO HOLGUÍN GONZÁLEZ, por sus propios derechos, que aceptó la herencia con cambio además el cargo de Albacea asumido, debiendo efectuarse las publicaciones ordenadas por la ley. Monterrey, N.L., a 22 de julio de 2022. bbox=[968, 606, 1192, 801]
notice-publication-dates: (jul 26 y ago 5) bbox=[1049, 1279, 1111, 1289]
notice-body: Por escritura pública número 14,566, otorgada ante la fe del suscrito Notario Público, el día 14 de Julio de 2022, la señora CLARA TERESA HURTADO ACOSTA, como esposa del autor de la sucesión; en su carácter de Única y Heredera Universal designada en la Sucesión Testamentaria a Bienes del señor JOSÉ ANDRÉS GARCÍA HERNÁNDEZ, designada en Testamento Público Abierto otorgado en escritura pública número 10,039 de fecha 26 de septiembre de 2019, ante la fe del Licenciado Fernando González Viejo, Notario Público, Titular de la Notaría Pública número (93) noventa y tres con ejercicio en el Primer Distrito Registral, con residencia en San Nicolás de los Garza, Nuevo León, aceptó la herencia, instituida a su favor por el Autor de la Sucesión. Asimismo, el señor JOSÉ MARÍA GARCÍA HURTADO, aceptó su designación como Albacea y ejecutor testamentario, protestando que procederá oportunamente a formular el inventario de los bienes de la sucesión, cumpliendo con lo ordenado por el artículo 882 del Código de Procedimientos Civiles para el Estado de Nuevo León, hago la presente publicación. Monterrey, N.L., a 15 de julio de 2022. bbox=[968, 79, 1192, 305]
notice-title: AVISO NOTARIAL bbox=[1275, 67, 1358, 78]
notice-title: AVISO NOTARIAL bbox=[802, 1637, 884, 1648]
notice-body: EN ESCRITURA PÚBLICA No. (12,778) DOCE MIL SETECIENTOS SETENTA Y NUEVE, de fecha (24) veinticuatro días del mes de Junio del (2022) dos mil veintidós, se presentó en esta Notaría a mi cargo se radicó el JUICIO SUCESORIO INTESTAMENTARIO a bienes de LA SEÑORA MARÍA ELENA ROBLEDO CARDONA, habiéndose nombrado como únicos y universales herederos a las señoras MARÍA CLAUDIA ELENA, LOURDES GUADALUPE, JUANA ELISA y FERNANDO ARGUMAR todos de apellidos RAMÍREZ ROBLEDO, quienes manifestaron que aceptan la herencia y el cargo conferido. ATENTAMENTE bbox=[1204, 1175, 1430, 1298]
notice-publication-dates: (jul 26 y ago 5) bbox=[338, 752, 400, 762]
notice-publication-dates: (jul 26 y ago 5) bbox=[813, 1123, 873, 1133]
notice-publication-dates: (jul 26 y ago 5) bbox=[101, 1444, 163, 1454]
notice-body: Se presentaron ante el Suscrito, el señor JUAN ÁNGEL GUZMÁN CANTÚ, a denunciar la Sucesión Testamentaria a bienes de la señora BLANCA ELIDIA RAMOS MORALES, presentándome Acta de Defunción y Testimonio del Testamento dictado por la de Cujus, en el cual designó al señor JUAN ÁNGEL GUZMÁN CANTÚ como ÚNICO Y UNIVERSAL HEREDERO Y ALBACEA quien manifestó, que acepta la Herencia y que reconoce sus Derechos Hereditarios, y que acepta el cargo de Albacea, así mismo que procederá a realizar el Inventario de los bienes que forman el caudal Hereditario. Se publica este aviso por dos ocasiones de (10) diez en (10) diez días, esto en cumplimiento a lo dispuesto en el segundo párrafo del artículo (882) ochocientos ochenta y dos del Código de Procedimientos Civiles vigente en el Estado. Allende, Nuevo León, a 15 de Julio del año 2022. bbox=[1204, 79, 1430, 244]
legal-notice bbox=[1205, 284, 1429, 514]
notice-publication-dates: (jul 26 y ago 5) bbox=[1286, 1145, 1348, 1155]
legal-notice bbox=[20, 1235, 244, 1454]
notice-body: Se presentaron ante el Suscrito, BLANCA NELLY RODRÍGUEZ TAMEZ, NORMA RODRÍGUEZ TAMEZ y NANCY RODRÍGUEZ TAMEZ, a denunciar la Sucesión Testamentaria a bienes del señor GERARDO JAVIER RODRÍGUEZ TAMEZ, quien durante diversos actos de su vida utilizó indistintamente los nombres de GERARDO JAVIER RODRÍGUEZ TAMEZ y GERARDO J. RODRÍGUEZ, a denunciar la Sucesión Testamentaria a bienes de la señora MARÍA JOSEFINA TAMEZ CASTRO, quienes manifestaron que aceptan la herencia y reconocen sus derechos hereditarios, presentándome las actas de Registro Civil y Testimonio del Testamento. Se publica este aviso por dos ocasiones de diez en diez días, en cumplimiento a lo dispuesto en el artículo 882 del Código de Procedimientos Civiles vigente en el Estado. Allende, Nuevo León, a 30 de Junio del año 2022. bbox=[20, 1246, 245, 1422]
notice-publication-dates: (jul 26 y ago 5) bbox=[338, 484, 400, 494]
notice-signature: LA CIUDADANA SECRETARIO DEL JUZGADO PRIMERO DE LO FAMILIAR DEL TERCER DISTRITO JUDICIAL EN EL ESTADO. LICENCIADA ALMA MARYSOL VALDÉS VALDEZ. bbox=[1209, 1485, 1424, 1527]
notice-signature: LIC. PATRICIO ENRIQUE CHAPA GONZÁLEZ NOTARIO PÚBLICO TITULAR DE LA NOTARÍA PÚBLICA NÚMERO 46 bbox=[1222, 1683, 1412, 1713]
notice-signature: LICENCIADO JORGE ALBERTO SALAZAR SALAZAR NOTARIO PÚBLICO TITULAR bbox=[22, 978, 242, 999]
newspaper-logo bbox=[1241, 9, 1435, 51]
notice-body: Con fecha 09 (nueve) de Junio del 2022 (dos mil veintidós), queda iniciado en esta Notaría Pública Número 51 (cincuenta y uno) a cargo del suscrito, el Juicio Administrativo Acumulado a bienes de los señores CARLOS ALFONSO PÉREZ GUTIÉRREZ y MARÍA SABINA VÁZQUEZ GARCÍA, denunciado por LUIS CARLOS PÉREZ VÁZQUEZ y JORGE ARTURO PÉREZ VÁZQUEZ como Únicos y Universales herederos, quienes me expresan aceptar la herencia, así como el cargo de albacea conferido al primero de los comparecientes, comprometiéndose a formular oportunamente el inventario y avalúo correspondiente. Lo que se publica en el Diario "El Porvenir" por dos veces de diez en diez días, en cumplimiento a lo dispuesto por el Artículo 882 (ochocientos ochenta y dos) Código de Procedimientos Civiles para el Estado. Monterrey, N.L. a 07 de julio del 2022. bbox=[494, 595, 718, 770]
notice-body: Con fecha 01 (uno) de Julio del 2022 (dos mil veintidós), queda iniciado en esta Notaría Pública Número 51 (cincuenta y uno) a cargo del suscrito, el Juicio Administrativo a bienes de la señora MARÍA CATALINA GONZÁLEZ GARCÍA, denunciado por JESÚS MARIO, MARÍA DALIA, LUIS ÁNGEL y MARÍA CATALINA de apellidos MARTÍNEZ GONZÁLEZ como Únicos y Universales Herederos, quienes me expresan aceptar la herencia, así como el cargo de albacea conferido a favor del primero de los comparecientes, comprometiéndose a formular oportunamente el inventario y avalúo correspondiente. Lo que se publica en el Diario "El Porvenir" por dos veces de diez en diez días, en cumplimiento a lo dispuesto por el Artículo 882 (ochocientos ochenta y dos) Código de Procedimientos Civiles para el Estado. Monterrey, N.L. a 07 de julio del 2022. bbox=[257, 286, 481, 460]
notice-publication-dates: (jul 26 y ago 5) bbox=[101, 773, 163, 783]
notice-signature: LIC. JESÚS SANTOS CAZARES RIVERA TITULAR DE LA NOTARÍA PÚBLICA NÚMERO 82 CARJ-630412-GV0 bbox=[970, 1609, 1190, 1640]
notice-title: AVISO NOTARIAL bbox=[802, 428, 884, 439]
legal-notice bbox=[257, 770, 481, 1010]
notice-signature: LIC. GUSTAVO HOMERO FUENTES NOTARIO PÚBLICO TITULAR NOTARÍA PÚBLICA NÚMERO 22 bbox=[972, 307, 1187, 327]
notice-title: AVISO NOTARIAL bbox=[1038, 1482, 1121, 1494]
notice-body: Con fecha 01-uno de Agosto del 2022-dos mil veintidós, en ACTA FUERA DE PROTOCOLO NÚMERO 037/47229/2022 CERO, TREINTA Y SIETE DIAGONAL DIECISIETE MIL SEISCIENTOS Y DOS MIL VEINTIDÓS, se presentaron en esta Notaría en sus caracteres de ÚNICOS Y UNIVERSALES HEREDEROS y LEGATARIOS, JOSÉ OSWALDO GARZA CHÁVEZ, MARÍA GUADALUPE GARZA CHÁVEZ, JOSÉ OSWALDO GARZA CHÁVEZ, MARÍA VERÓNICA GARZA CHÁVEZ, en su carácter de LEGATARIO el señor FRANCISCO JAVIER RAMOS GARZA; por último, en su carácter de ALBACEAS las señoras MARÍA GUADALUPE GARZA CHÁVEZ, MARÍA RODRIGO FERNÁNDEZ GARZA, así como el señor ESMERALDA GARZA CHÁVEZ, a fin de dar inicio al PROCEDIMIENTO SUCESORIO TESTAMENTARIO ACUMULADO A BIENES DE los señores OSWALDO GARZA CERRILLO OTTO. Lo anterior de conformidad con los artículos 881 y 882 del Código de Procedimientos Civiles vigente en el Estado de Nuevo León. Monterrey, N.L., a 01 de agosto del 2022. bbox=[494, 1546, 718, 1762]
notice-publication-dates: (jul 26 y ago 5) bbox=[576, 1289, 636, 1299]
notice-publication-dates: (jul 26 y ago 5) bbox=[576, 566, 636, 576]
notice-body: Se presentaron ante el Suscrito, MARÍA GUADALUPE LUNA YERENA y MERCED DÍAZ LUNA, a denunciar la Sucesión Testamentaria a bienes del señor JULIÁN LUNA YERENA, presentándome Acta de Defunción y Testimonio del Testamento dictado por la de Cujus, en el cual designó a la señora MARÍA GUADALUPE LUNA YERENA, como ÚNICA Y UNIVERSAL HEREDERA quien manifestó, que acepta la Herencia y que reconoce sus Derechos Hereditarios; y el señor MERCED DÍAZ LUNA como ALBACEA, quien manifestó, que acepta el cargo de Albacea, así mismo que procederá a realizar el Inventario de los bienes que forman el caudal Hereditario. Se publica este aviso por dos ocasiones de diez en diez días, en cumplimiento a lo dispuesto en el artículo 882 del Código de Procedimientos Civiles vigente en el Estado. Allende, Nuevo León, a 29 de Junio del año 2022. bbox=[20, 802, 245, 977]
notice-signature: LIC. BERNARDO GUTIÉRREZ GUERRA NOTARIO PÚBLICO TITULAR NO. 144 bbox=[741, 1774, 945, 1794]
notice-title: AVISO NOTARIAL bbox=[328, 1234, 411, 1246]
notice-signature: LIC. ANDRÉS ALONSO RODRÍGUEZ MORENO NOTARIO PÚBLICO NO. 149 ROMA820516-224 bbox=[509, 1495, 702, 1515]
notice-body: MEDIANTE ACTA NÚMERO 049/40,185/2022 COMPARECIÓ ANTE ESTA NOTARÍA PÚBLICA A MI CARGO MARÍA DE LOS ÁNGELES BARRIENTOS TRUJILLO CON EL FIN DE DENUNCIAR LA SUCESIÓN LEGÍTIMA EXTRAJUDICIAL A BIENES DE JOSÉ ENRIQUE RODRÍGUEZ BUSTOS, EXHIBIENDO LAS ACTAS DE DEFUNCIÓN Y NACIMIENTO, MANIFESTANDO QUE ACEPTA EL CARGO DE ALBACEA Y LOS DERECHOS DE LA HERENCIA, ASÍ MISMO EXPRESA QUE VA A PROCEDER A FORMULAR EL INVENTARIO Y AVALÚO DE LOS BIENES QUE CONSTITUYEN EL ACERVO HEREDITARIO DE LA PRESENTE SUCESIÓN LEGÍTIMA. LO QUE SE DA A CONOCER EN ESTA FORMA POR MEDIO DE DOS PUBLICACIONES, QUE SE HARÁN DE 10 (DIEZ) EN 10 (DIEZ) DÍAS EN EL PERIÓDICO EL PORVENIR QUE SE EDITA EN ESTA CIUDAD, DE CONFORMIDAD CON LOS ARTÍCULOS 881 Y 882 DEL CÓDIGO DE PROCEDIMIENTOS CIVILES VIGENTE EN EL ESTADO DE NUEVO LEÓN. Monterrey, N.L., A 05 DE MAYO DE 2022. bbox=[494, 79, 718, 295]
notice-publication-dates: (jul 26 y ago 5) bbox=[1286, 266, 1348, 277]
notice-title: EDICTO bbox=[351, 67, 388, 78]
notice-signature: LIC. GABRIEL GALINDO GARZA NOTARIO PÚBLICO NO. 78 GAGG6905187E7 bbox=[260, 731, 478, 751]
column-5 bbox=[962, 67, 1199, 2564]
legal-notice bbox=[968, 852, 1192, 1082]
notice-title: EDICTO bbox=[1298, 1545, 1335, 1556]
legal-notice bbox=[968, 346, 1192, 586]
legal-notice bbox=[20, 790, 244, 1010]
notice-body: Con fecha 19 de Julio del 2022, se RADICÓ en esta Notaría a mi cargo, en Escritura Pública Número 14,692, la Sucesión Testamentaria a bienes de la señora JOSÉ RAMÍREZ LÓPEZ, habiendo comparecido la señora FRANCISCA RAMÍREZ RAMÍREZ, en su carácter de Única y Universal Heredera y además como Albacea y Ejecutora Testamentaria de la sucesión habiendo otorgado Testimonio Público Abierto por Escritura número 64,159, de fecha 26 de marzo de 2019, pasada ante la fe del Licenciado Everardo Alanís Guerra, Notario Público número 96, con ejercicio en la Ciudad de Monterrey, Nuevo León. Lo que se publica en esta forma y en dos ocasiones que se harán de 10 (diez) en 10 (diez) días, en el periódico EL PORVENIR que se edita en esta Ciudad, atento a lo preceptuado por el Artículo 882 del Código de Procedimientos Civiles del Estado. Monterrey, N.L. a 19 de Julio de 2022. bbox=[257, 1474, 481, 1649]
notice-publication-dates: (jul 26 y ago 5) bbox=[813, 896, 873, 906]
notice-title: AVISO NOTARIAL bbox=[802, 913, 884, 925]
notice-body: Se presentaron ante el Suscrito, la señora MARÍA LUISA GARZA GARCÍA, a denunciar la Sucesión Testamentaria a bienes del señor MAURILIO GONZÁLEZ HERNÁNDEZ, presentándome Acta de Defunción y Testimonio del Testamento dictado por el de Cujus, en el cual designó a la señora MARÍA LUISA GARZA GARCÍA como ÚNICA Y UNIVERSAL HEREDERA y ALBACEA, quien manifestó, que acepta la Herencia y que reconoce sus Derechos Hereditarios, y que acepta el cargo de Albacea, así mismo que procederá a realizar el Inventario de los bienes que forman el caudal Hereditario. Se publica este aviso por dos ocasiones de diez en diez días, en cumplimiento a lo dispuesto en el artículo 882 del Código de Procedimientos Civiles vigente en el Estado. Allende, Nuevo León, a 30 de Junio del año 2022. bbox=[20, 1030, 245, 1194]
notice-publication-dates: (jul 26 y ago 5) bbox=[1286, 752, 1348, 762]
notice-body: Con fecha 18 de Julio de 2022, mediante Escritura Pública Número 9,341 ante la fe del Licenciado Jesús Santos Cazares Rivera, Titular de la Notaría Pública Número 82, compareció el Licenciado Homero Antonio Cantú Ochoa, Titular de la Notaría Pública Número 71, ambos con domicilio en este Municipio y ejercicio en el Primer Distrito Registral en el Estado, para solicitar la intervención del suscrito en la Sucesión Intestamentaria a bienes del señor ISIDRO LEAL HERRERA. Asimismo el C. Isidro Leal Herrera aceptó su cargo de Albacea. San Nicolás de los Garza, N.L., a 20 de Julio de 2022. bbox=[968, 1495, 1192, 1608]
notice-publication-dates: (jul 26 y ago 5) bbox=[813, 1619, 873, 1630]
notice-publication-dates: (jul 26 y ago 5) bbox=[1049, 1465, 1111, 1475]
notice-signature: LIC. CLAUDIO ALEJANDRO FERNÁNDEZ LAÍNN NOTARIO PÚBLICO SUPLENTE NÚMERO 49 FEL-C-680125-D31 bbox=[972, 803, 1187, 833]
notice-title: PUBLICACIÓN NOTARIAL bbox=[546, 1306, 666, 1318]
notice-title: AVISO NOTARIAL bbox=[802, 655, 884, 667]
notice-body: Con fecha 14 de julio de 2022 se presentaron en esta Notaría Pública a mi cargo el señor MARTÍN MONTES DOMÍNGUEZ, dentro del JUICIO SUCESORIO DE INTESTADO a bienes de la señora MARÍA ASUNCIÓN MONTES DOMÍNGUEZ, exhibiéndome PARTIDA DE DEFUNCIÓN del mismo, expresándose que se reconocen como únicos y universales herederos, como descendiente de la autora de la sucesión, quien acepta la herencia, reconoce sus derechos hereditarios, solicitando se le tenga conferido el cargo de Albacea de la sucesión, quien en el acto aceptó el cargo que se le confiere y protestó su fiel y legal desempeño del mismo, agregando que en su momento procederá a formular el Inventario y Avalúo de los bienes de la herencia. Publíquese el presente en el Periódico "El Porvenir" que se edita en esta Ciudad, dos veces de diez en diez días, en el cual se convoque a los personas que se consideren con derecho a la masa hereditaria. Monterrey, Nuevo León, a 11 de Julio del 2022. bbox=[731, 1401, 955, 1596]
newspaper-name: El Porvenir bbox=[1240, 10, 1410, 50]
notice-signature: LIC. JORGE LUIS TREVIÑO TREVIÑO NOTARIO PÚBLICO NO. 34 bbox=[508, 1267, 704, 1288]
legal-notice bbox=[20, 67, 244, 297]
notice-signature: LICENCIADO JORGE ALBERTO SALAZAR SALAZAR NOTARIO PÚBLICO TITULAR bbox=[1207, 731, 1427, 751]
notice-signature: LIC. OLIVIA ALDA SÁNCHEZ NAVARRETE NOTARIA PÚBLICA NÚMERO 73 bbox=[735, 1598, 951, 1619]
notice-body: El día 22 de julio del año 2022, compareció ante esta Notaría Pública a mi cargo, la señora MIREYA VÁZQUEZ AGUILAR, y manifestó su intención de iniciar la Sucesión Intestamentaria a bienes del señor TRINIDAD LÓPEZ REYES, de conformidad con lo establecido en el Artículo 882 del Código de Procedimientos Civiles vigente en el Estado de Nuevo León. Al efecto exhibió copia certificada del Acta de Defunción del autor de la Sucesión, manifestando que acepta la Herencia y el cargo de Albacea que se le confiere por lo que procederá a formular el Inventario y Avalúo de los bienes de la herencia. DOY FE. Monterrey, N.L. a 22 de Julio de 2022. bbox=[731, 1649, 955, 1772]
legal-notice bbox=[494, 811, 717, 1061]
notice-title: AVISO NOTARIAL bbox=[565, 335, 647, 347]
notice-publication-dates: (jul 26 y ago 5) bbox=[813, 411, 873, 421]
